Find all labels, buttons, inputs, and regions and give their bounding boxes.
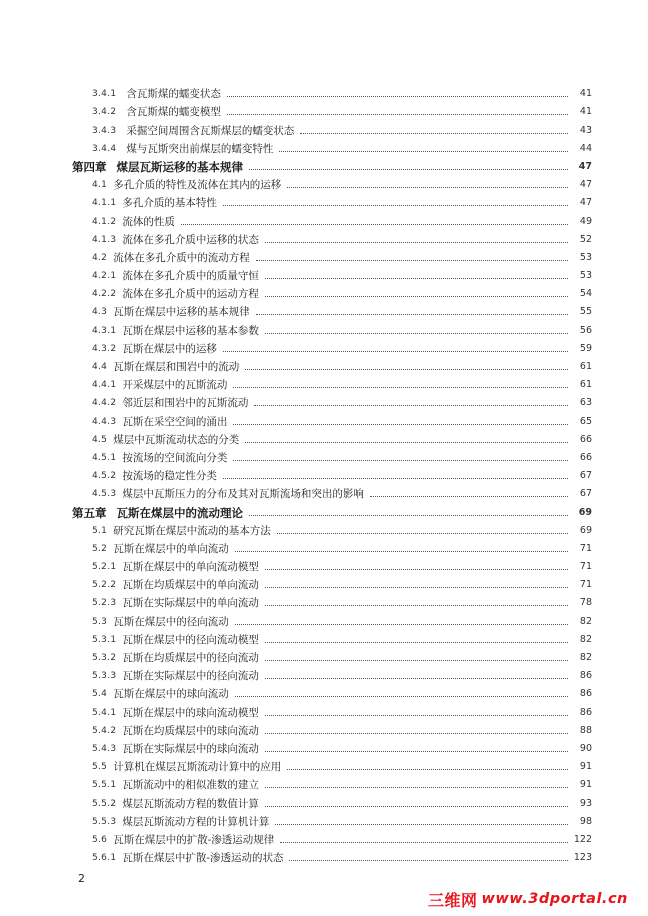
toc-entry-number: 5.4.3 — [92, 743, 117, 754]
toc-entry-page: 123 — [573, 852, 592, 864]
toc-entry-number: 4.3.1 — [92, 325, 117, 336]
toc-entry-page: 61 — [579, 379, 592, 391]
toc-entry-row[interactable] — [72, 846, 592, 864]
toc-entry-title: 开采煤层中的瓦斯流动 — [122, 379, 228, 392]
toc-entry-row[interactable] — [72, 737, 592, 755]
toc-entry-number: 4.4.2 — [92, 398, 117, 409]
toc-entry-page: 82 — [579, 615, 592, 627]
dot-leader — [265, 659, 568, 661]
toc-chapter-row[interactable] — [72, 155, 592, 173]
toc-entry-title: 瓦斯在煤层中运移的基本规律 — [113, 306, 250, 319]
dot-leader — [235, 695, 568, 697]
toc-entry-page: 93 — [579, 797, 592, 809]
toc-entry-number: 5.1 — [92, 525, 108, 536]
toc-entry-row[interactable] — [72, 337, 592, 355]
toc-entry-row[interactable] — [72, 82, 592, 100]
toc-entry-title: 瓦斯在实际煤层中的球向流动 — [122, 742, 259, 755]
toc-entry-title: 瓦斯在煤层中扩散-渗透运动的状态 — [122, 852, 284, 865]
toc-entry-row[interactable] — [72, 428, 592, 446]
toc-entry-number: 4.2.2 — [92, 289, 117, 300]
toc-entry-title: 瓦斯在均质煤层中的径向流动 — [122, 652, 259, 664]
toc-entry-number: 3.4.1 — [92, 89, 117, 100]
toc-entry-row[interactable] — [72, 246, 592, 264]
toc-entry-row[interactable] — [72, 391, 592, 409]
toc-entry-number: 4.4.1 — [92, 380, 117, 391]
toc-entry-row[interactable] — [72, 318, 592, 336]
dot-leader — [249, 514, 568, 516]
toc-entry-number: 5.5.2 — [92, 798, 117, 809]
toc-entry-number: 3.4.2 — [92, 107, 117, 118]
toc-entry-title: 瓦斯在采空空间的涌出 — [122, 415, 228, 428]
toc-entry-row[interactable] — [72, 355, 592, 373]
toc-entry-row[interactable] — [72, 446, 592, 464]
toc-entry-row[interactable] — [72, 100, 592, 118]
toc-entry-title: 瓦斯在煤层中运移的基本参数 — [122, 324, 259, 337]
toc-entry-row[interactable] — [72, 137, 592, 155]
toc-entry-number: 4.1.2 — [92, 216, 117, 227]
toc-entry-page: 71 — [579, 561, 592, 573]
toc-entry-page: 59 — [579, 342, 592, 354]
dot-leader — [265, 714, 568, 716]
toc-entry-row[interactable] — [72, 700, 592, 718]
toc-entry-row[interactable] — [72, 828, 592, 846]
toc-entry-title: 流体的性质 — [122, 215, 175, 228]
toc-entry-page: 47 — [579, 179, 592, 191]
dot-leader — [265, 732, 568, 734]
toc-entry-row[interactable] — [72, 664, 592, 682]
toc-entry-title: 流体在多孔介质中运移的状态 — [122, 233, 259, 246]
toc-entry-number: 5.3.2 — [92, 653, 117, 663]
dot-leader — [265, 604, 568, 606]
toc-entry-number: 4.4.3 — [92, 416, 117, 427]
toc-entry-number: 3.4.3 — [92, 125, 117, 136]
toc-entry-number: 5.3.1 — [92, 634, 117, 645]
toc-entry-number: 5.3 — [92, 616, 108, 627]
toc-entry-title: 瓦斯在煤层中的单向流动模型 — [122, 561, 259, 574]
dot-leader — [265, 332, 568, 334]
toc-entry-number: 4.5.2 — [92, 471, 117, 482]
toc-entry-number: 4.1 — [92, 180, 108, 191]
toc-entry-title: 计算机在煤层瓦斯流动计算中的应用 — [113, 761, 282, 774]
toc-entry-title: 瓦斯在煤层中的径向流动 — [113, 615, 229, 628]
dot-leader — [287, 768, 568, 770]
toc-entry-page: 54 — [579, 288, 592, 300]
dot-leader — [277, 532, 568, 534]
toc-entry-title: 瓦斯在实际煤层中的径向流动 — [122, 670, 259, 683]
toc-entry-number: 4.5.3 — [92, 489, 117, 500]
toc-entry-title: 瓦斯流动中的相似准数的建立 — [122, 779, 259, 792]
toc-entry-title: 瓦斯在煤层中的运移 — [122, 342, 217, 355]
toc-entry-title: 采掘空间周围含瓦斯煤层的蠕变状态 — [126, 124, 295, 137]
dot-leader — [249, 168, 568, 170]
toc-entry-page: 86 — [579, 670, 592, 682]
toc-entry-page: 69 — [578, 506, 592, 518]
toc-entry-row[interactable] — [72, 264, 592, 282]
toc-entry-title: 瓦斯在煤层中的球向流动模型 — [122, 706, 259, 719]
toc-entry-page: 71 — [579, 579, 592, 591]
toc-entry-page: 90 — [579, 742, 592, 754]
toc-entry-page: 86 — [579, 688, 592, 700]
dot-leader — [223, 350, 568, 352]
toc-entry-title: 瓦斯在煤层中的扩散-渗透运动规律 — [113, 833, 275, 846]
toc-entry-number: 5.4 — [92, 689, 108, 700]
toc-entry-title: 煤层瓦斯运移的基本规律 — [116, 159, 243, 174]
dot-leader — [227, 113, 568, 115]
toc-entry-row[interactable] — [72, 282, 592, 300]
toc-entry-page: 67 — [579, 470, 592, 482]
dot-leader — [265, 241, 568, 243]
toc-entry-page: 49 — [579, 215, 592, 227]
toc-entry-row[interactable] — [72, 773, 592, 791]
toc-entry-page: 65 — [579, 415, 592, 427]
dot-leader — [181, 223, 568, 225]
toc-entry-page: 47 — [578, 160, 592, 172]
toc-entry-page: 55 — [579, 306, 592, 318]
toc-entry-title: 含瓦斯煤的蠕变模型 — [126, 106, 221, 119]
toc-entry-title: 煤层中瓦斯压力的分布及其对瓦斯流场和突出的影响 — [122, 488, 364, 501]
toc-entry-row[interactable] — [72, 719, 592, 737]
dot-leader — [233, 459, 568, 461]
toc-entry-page: 88 — [579, 724, 592, 736]
toc-entry-page: 91 — [579, 779, 592, 791]
dot-leader — [370, 495, 568, 497]
toc-entry-number: 4.1.1 — [92, 198, 117, 209]
dot-leader — [256, 259, 568, 261]
toc-entry-page: 66 — [579, 433, 592, 445]
toc-entry-row[interactable] — [72, 810, 592, 828]
toc-entry-number: 5.2.2 — [92, 580, 117, 591]
page-number: 2 — [78, 872, 85, 885]
toc-entry-page: 71 — [579, 542, 592, 554]
toc-entry-row[interactable] — [72, 464, 592, 482]
toc-entry-number: 第五章 — [72, 505, 107, 520]
toc-entry-row[interactable] — [72, 191, 592, 209]
toc-entry-row[interactable] — [72, 646, 592, 664]
toc-entry-number: 5.2.1 — [92, 562, 117, 573]
toc-entry-title: 瓦斯在煤层中的流动理论 — [116, 505, 243, 520]
toc-entry-title: 流体在多孔介质中的运动方程 — [122, 288, 259, 301]
toc-entry-title: 含瓦斯煤的蠕变状态 — [126, 88, 221, 101]
toc-entry-page: 53 — [579, 270, 592, 282]
dot-leader — [265, 641, 568, 643]
dot-leader — [223, 477, 568, 479]
toc-entry-page: 53 — [579, 251, 592, 263]
toc-entry-title: 邻近层和围岩中的瓦斯流动 — [122, 397, 249, 410]
toc-entry-number: 5.4.2 — [92, 725, 117, 736]
toc-entry-page: 66 — [579, 451, 592, 463]
dot-leader — [227, 95, 568, 97]
toc-entry-number: 4.2.1 — [92, 271, 117, 282]
dot-leader — [265, 568, 568, 570]
dot-leader — [265, 677, 568, 679]
watermark-url: www.3dportal.cn — [481, 891, 628, 907]
dot-leader — [245, 368, 568, 370]
toc-entry-page: 41 — [579, 88, 592, 100]
dot-leader — [287, 186, 568, 188]
toc-entry-page: 91 — [579, 761, 592, 773]
toc-entry-title: 流体在多孔介质中的质量守恒 — [122, 270, 259, 283]
toc-entry-title: 煤与瓦斯突出前煤层的蠕变特性 — [126, 142, 274, 155]
toc-entry-page: 69 — [579, 524, 592, 536]
toc-entry-page: 67 — [579, 488, 592, 500]
toc-entry-page: 44 — [579, 142, 592, 154]
toc-entry-row[interactable] — [72, 300, 592, 318]
toc-entry-page: 82 — [579, 652, 592, 663]
toc-entry-row[interactable] — [72, 755, 592, 773]
dot-leader — [254, 404, 568, 406]
toc-entry-title: 瓦斯在煤层和围岩中的流动 — [113, 361, 240, 373]
toc-entry-number: 3.4.4 — [92, 143, 117, 154]
toc-entry-page: 61 — [579, 361, 592, 372]
toc-entry-title: 研究瓦斯在煤层中流动的基本方法 — [113, 524, 271, 537]
watermark-cn: 三维网 — [428, 890, 478, 910]
toc-entry-title: 流体在多孔介质中的流动方程 — [113, 251, 250, 264]
toc-entry-number: 第四章 — [72, 159, 107, 174]
toc-entry-number: 4.4 — [92, 362, 108, 372]
toc-entry-title: 煤层瓦斯流动方程的数值计算 — [122, 797, 259, 810]
dot-leader — [223, 204, 568, 206]
toc-entry-row[interactable] — [72, 537, 592, 555]
dot-leader — [280, 841, 568, 843]
dot-leader — [265, 786, 568, 788]
toc-entry-number: 5.2.3 — [92, 598, 117, 609]
toc-entry-title: 按流场的空间流向分类 — [122, 451, 228, 464]
toc-entry-page: 82 — [579, 633, 592, 645]
dot-leader — [235, 550, 568, 552]
dot-leader — [245, 441, 568, 443]
toc-entry-title: 多孔介质的基本特性 — [122, 197, 217, 210]
toc-entry-page: 43 — [579, 124, 592, 136]
toc-entry-row[interactable] — [72, 628, 592, 646]
toc-entry-number: 5.3.3 — [92, 671, 117, 682]
toc-entry-page: 63 — [579, 397, 592, 409]
toc-entry-row[interactable] — [72, 519, 592, 537]
toc-entry-title: 煤层瓦斯流动方程的计算机计算 — [122, 815, 270, 828]
watermark-logo — [428, 888, 634, 910]
toc-entry-page: 98 — [579, 815, 592, 827]
dot-leader — [233, 423, 568, 425]
toc-entry-number: 4.3.2 — [92, 343, 117, 354]
toc-entry-page: 78 — [579, 597, 592, 609]
toc-entry-title: 瓦斯在煤层中的单向流动 — [113, 542, 229, 555]
toc-entry-page: 52 — [579, 233, 592, 245]
toc-entry-title: 瓦斯在煤层中的球向流动 — [113, 688, 229, 701]
dot-leader — [235, 623, 568, 625]
toc-entry-number: 5.2 — [92, 543, 108, 554]
toc-entry-page: 86 — [579, 706, 592, 718]
toc-entry-row[interactable] — [72, 682, 592, 700]
dot-leader — [265, 277, 568, 279]
toc-entry-number: 5.5 — [92, 762, 108, 773]
toc-entry-title: 煤层中瓦斯流动状态的分类 — [113, 433, 240, 446]
toc-entry-number: 4.1.3 — [92, 234, 117, 245]
dot-leader — [265, 586, 568, 588]
toc-entry-number: 5.4.1 — [92, 707, 117, 718]
toc-entry-page: 122 — [573, 833, 592, 845]
toc-entry-row[interactable] — [72, 573, 592, 591]
toc-entry-row[interactable] — [72, 228, 592, 246]
dot-leader — [265, 805, 568, 807]
dot-leader — [289, 859, 567, 861]
toc-entry-row[interactable] — [72, 555, 592, 573]
dot-leader — [275, 823, 568, 825]
toc-entry-row[interactable] — [72, 791, 592, 809]
toc-entry-number: 4.3 — [92, 307, 108, 318]
toc-entry-page: 47 — [579, 197, 592, 209]
toc-entry-number: 5.6.1 — [92, 853, 117, 864]
toc-entry-title: 瓦斯在煤层中的径向流动模型 — [122, 633, 259, 646]
toc-entry-row[interactable] — [72, 482, 592, 500]
toc-entry-row[interactable] — [72, 409, 592, 427]
toc-entry-row[interactable] — [72, 591, 592, 609]
toc-entry-number: 4.2 — [92, 252, 108, 263]
toc-chapter-row[interactable] — [72, 500, 592, 518]
dot-leader — [279, 150, 568, 152]
toc-entry-title: 瓦斯在均质煤层中的球向流动 — [122, 724, 259, 737]
toc-entry-number: 4.5.1 — [92, 452, 117, 463]
toc-entry-row[interactable] — [72, 609, 592, 627]
toc-entry-number: 5.5.1 — [92, 780, 117, 791]
toc-entry-page: 41 — [579, 106, 592, 118]
dot-leader — [265, 750, 568, 752]
toc-entry-title: 多孔介质的特性及流体在其内的运移 — [113, 179, 282, 192]
toc-entry-number: 5.5.3 — [92, 816, 117, 827]
toc-entry-title: 瓦斯在均质煤层中的单向流动 — [122, 579, 259, 592]
toc-entry-row[interactable] — [72, 373, 592, 391]
toc-entry-title: 瓦斯在实际煤层中的单向流动 — [122, 597, 259, 610]
dot-leader — [233, 386, 568, 388]
toc-entry-row[interactable] — [72, 209, 592, 227]
dot-leader — [256, 313, 568, 315]
toc-entry-row[interactable] — [72, 173, 592, 191]
dot-leader — [300, 132, 568, 134]
toc-entry-number: 5.6 — [92, 834, 108, 845]
toc-entry-title: 按流场的稳定性分类 — [122, 470, 217, 483]
toc-entry-row[interactable] — [72, 118, 592, 136]
toc-entry-number: 4.5 — [92, 434, 108, 445]
dot-leader — [265, 295, 568, 297]
toc-entry-page: 56 — [579, 324, 592, 336]
table-of-contents — [72, 82, 592, 864]
